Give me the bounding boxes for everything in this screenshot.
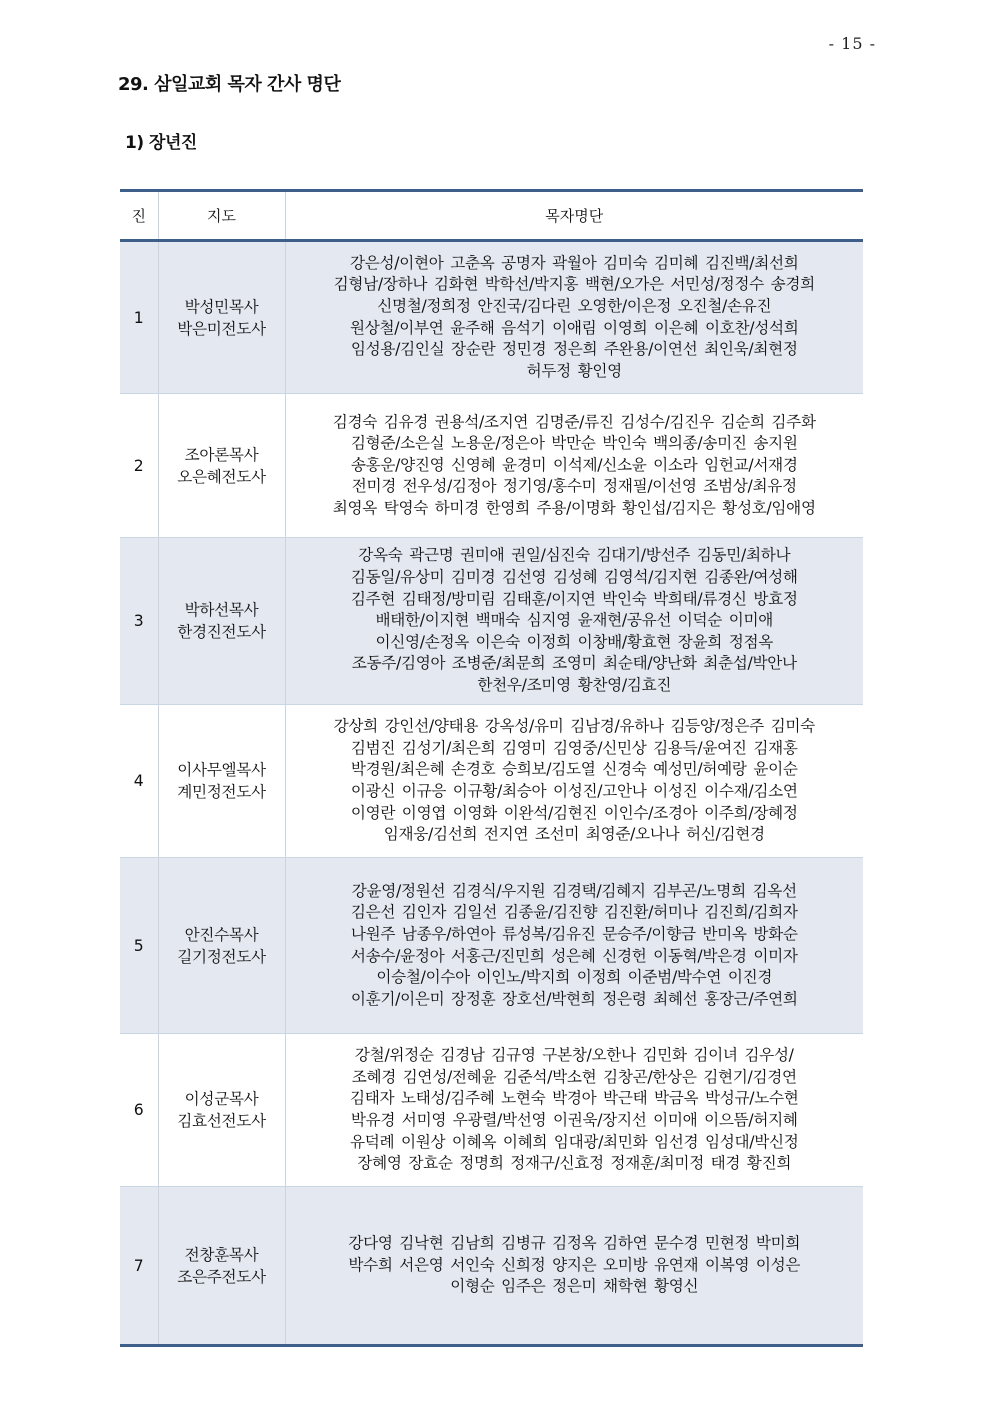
shepherd-names bbox=[285, 1034, 863, 1187]
group-leaders bbox=[158, 1187, 285, 1346]
evangelist-name: 한경진전도사 bbox=[177, 623, 266, 641]
shepherd-names bbox=[285, 1187, 863, 1346]
names-line: 전미경 전우성/김정아 정기영/홍수미 정재필/이선영 조범상/최유정 bbox=[351, 477, 797, 496]
pastor-name: 안진수목사 bbox=[184, 925, 259, 944]
names-line: 박수희 서은영 서인숙 신희정 양지은 오미방 유연재 이복영 이성은 bbox=[348, 1255, 801, 1274]
pastor-name: 박하선목사 bbox=[184, 601, 259, 619]
names-line: 박유경 서미영 우광렬/박선영 이권욱/장지선 이미애 이으뜸/허지혜 bbox=[350, 1111, 798, 1129]
evangelist-name: 길기정전도사 bbox=[177, 947, 266, 966]
shepherd-names bbox=[285, 241, 863, 394]
table-row bbox=[120, 1034, 863, 1187]
group-leaders bbox=[158, 241, 285, 394]
table-row bbox=[120, 394, 863, 538]
group-leaders bbox=[158, 394, 285, 538]
names-line: 최영옥 탁영숙 하미경 한영희 주용/이명화 황인섭/김지은 황성호/임애영 bbox=[332, 498, 816, 517]
table-header-row bbox=[120, 191, 863, 241]
names-line: 송홍운/양진영 신영혜 윤경미 이석제/신소윤 이소라 임헌교/서재경 bbox=[350, 455, 798, 474]
names-line: 김형준/소은실 노용운/정은아 박만순 박인숙 백의종/송미진 송지원 bbox=[350, 434, 798, 453]
group-number: 1 bbox=[120, 241, 158, 394]
names-line: 김경숙 김유경 권용석/조지연 김명준/류진 김성수/김진우 김순희 김주화 bbox=[332, 412, 816, 431]
names-line: 서송수/윤정아 서홍근/진민희 성은혜 신경헌 이동혁/박은경 이미자 bbox=[350, 946, 798, 965]
section-title: 29. 삼일교회 목자 간사 명단 bbox=[118, 74, 341, 95]
evangelist-name: 박은미전도사 bbox=[177, 319, 266, 338]
names-line: 이광신 이규응 이규황/최승아 이성진/고안나 이성진 이수재/김소연 bbox=[350, 782, 798, 800]
names-line: 김동일/유상미 김미경 김선영 김성혜 김영석/김지현 김종완/여성해 bbox=[350, 568, 798, 587]
shepherd-roster-table bbox=[120, 189, 863, 1347]
shepherd-names bbox=[285, 394, 863, 538]
names-line: 이승철/이수아 이인노/박지희 이정희 이준범/박수연 이진경 bbox=[376, 968, 773, 987]
names-line: 신명철/정희정 안진국/김다린 오영한/이은정 오진철/손유진 bbox=[377, 296, 772, 315]
table-row bbox=[120, 538, 863, 705]
names-line: 유덕례 이원상 이혜옥 이혜희 임대광/최민화 임선경 임성대/박신정 bbox=[350, 1132, 799, 1151]
names-line: 강옥숙 곽근명 권미애 권일/심진숙 김대기/방선주 김동민/최하나 bbox=[358, 546, 791, 565]
names-line: 강다영 김낙현 김남희 김병규 김정옥 김하연 문수경 민현정 박미희 bbox=[348, 1234, 801, 1253]
evangelist-name: 조은주전도사 bbox=[177, 1267, 266, 1286]
names-line: 나원주 남종우/하연아 류성복/김유진 문승주/이향금 반미옥 방화순 bbox=[350, 924, 798, 943]
table-row bbox=[120, 858, 863, 1034]
names-line: 강상희 강인선/양태용 강옥성/유미 김남경/유하나 김등양/정은주 김미숙 bbox=[333, 717, 815, 736]
names-line: 김은선 김인자 김일선 김종윤/김진향 김진환/허미나 김진희/김희자 bbox=[350, 903, 798, 922]
group-leaders bbox=[158, 538, 285, 705]
evangelist-name: 오은혜전도사 bbox=[177, 467, 266, 486]
names-line: 박경원/최은혜 손경호 승희보/김도열 신경숙 예성민/허예랑 윤이순 bbox=[350, 760, 798, 779]
table-row bbox=[120, 1187, 863, 1346]
shepherd-names bbox=[285, 858, 863, 1034]
names-line: 원상철/이부연 윤주해 음석기 이애림 이영희 이은혜 이호찬/성석희 bbox=[350, 318, 799, 337]
names-line: 이형순 임주은 정은미 채학현 황영신 bbox=[450, 1277, 699, 1296]
names-line: 김형남/장하나 김화현 박학선/박지홍 백현/오가은 서민성/정정수 송경희 bbox=[333, 275, 815, 294]
names-line: 조혜경 김연성/전혜윤 김준석/박소현 김창곤/한상은 김현기/김경연 bbox=[351, 1067, 797, 1086]
names-line: 강윤영/정원선 김경식/우지원 김경택/김혜지 김부곤/노명희 김옥선 bbox=[351, 881, 797, 900]
names-line: 장혜영 장효순 정명희 정재구/신효정 정재훈/최미정 태경 황진희 bbox=[357, 1154, 792, 1173]
names-line: 김태자 노태성/김주혜 노현숙 박경아 박근태 박금옥 박성규/노수현 bbox=[350, 1089, 799, 1108]
names-line: 임성용/김인실 장순란 정민경 정은희 주완용/이연선 최인욱/최현정 bbox=[350, 340, 798, 359]
evangelist-name: 김효선전도사 bbox=[177, 1112, 266, 1130]
names-line: 배태한/이지현 백매숙 심지영 윤재현/공유선 이덕순 이미애 bbox=[375, 611, 774, 630]
names-line: 강철/위정순 김경남 김규영 구본창/오한나 김민화 김이녀 김우성/ bbox=[354, 1046, 794, 1065]
names-line: 한천우/조미영 황찬영/김효진 bbox=[477, 675, 672, 694]
pastor-name: 이성군목사 bbox=[184, 1090, 259, 1108]
table-row bbox=[120, 705, 863, 858]
pastor-name: 조아론목사 bbox=[184, 445, 259, 464]
header-no: 진 bbox=[120, 191, 158, 241]
names-line: 조동주/김영아 조병준/최문희 조영미 최순태/양난화 최춘섭/박안나 bbox=[351, 654, 797, 673]
group-number: 2 bbox=[120, 394, 158, 538]
shepherd-names bbox=[285, 705, 863, 858]
group-number: 7 bbox=[120, 1187, 158, 1346]
table-row bbox=[120, 241, 863, 394]
group-number: 5 bbox=[120, 858, 158, 1034]
names-line: 임재웅/김선희 전지연 조선미 최영준/오나나 허신/김현경 bbox=[383, 825, 765, 844]
shepherd-names bbox=[285, 538, 863, 705]
names-line: 강은성/이현아 고춘옥 공명자 곽월아 김미숙 김미혜 김진백/최선희 bbox=[350, 253, 799, 272]
subsection-title: 1) 장년진 bbox=[125, 133, 197, 153]
names-line: 김주현 김태정/방미림 김태훈/이지연 박인숙 박희태/류경신 방효정 bbox=[350, 589, 798, 608]
names-line: 허두정 황인영 bbox=[526, 361, 622, 380]
pastor-name: 박성민목사 bbox=[184, 297, 259, 316]
names-line: 이영란 이영엽 이영화 이완석/김현진 이인수/조경아 이주희/장혜정 bbox=[350, 803, 798, 822]
group-number: 3 bbox=[120, 538, 158, 705]
group-leaders bbox=[158, 705, 285, 858]
pastor-name: 이사무엘목사 bbox=[177, 761, 266, 779]
evangelist-name: 계민정전도사 bbox=[177, 783, 266, 801]
group-leaders bbox=[158, 1034, 285, 1187]
header-leader: 지도 bbox=[158, 191, 285, 241]
names-line: 이훈기/이은미 장정훈 장호선/박현희 정은령 최혜선 홍장근/주연희 bbox=[350, 989, 798, 1008]
header-names: 목자명단 bbox=[285, 191, 863, 241]
group-number: 6 bbox=[120, 1034, 158, 1187]
pastor-name: 전창훈목사 bbox=[184, 1245, 259, 1264]
group-number: 4 bbox=[120, 705, 158, 858]
group-leaders bbox=[158, 858, 285, 1034]
names-line: 이신영/손정옥 이은숙 이정희 이창배/황효현 장윤희 정점옥 bbox=[375, 632, 774, 651]
page-number: - 15 - bbox=[828, 34, 876, 53]
names-line: 김범진 김성기/최은희 김영미 김영중/신민상 김용득/윤여진 김재홍 bbox=[350, 738, 798, 757]
